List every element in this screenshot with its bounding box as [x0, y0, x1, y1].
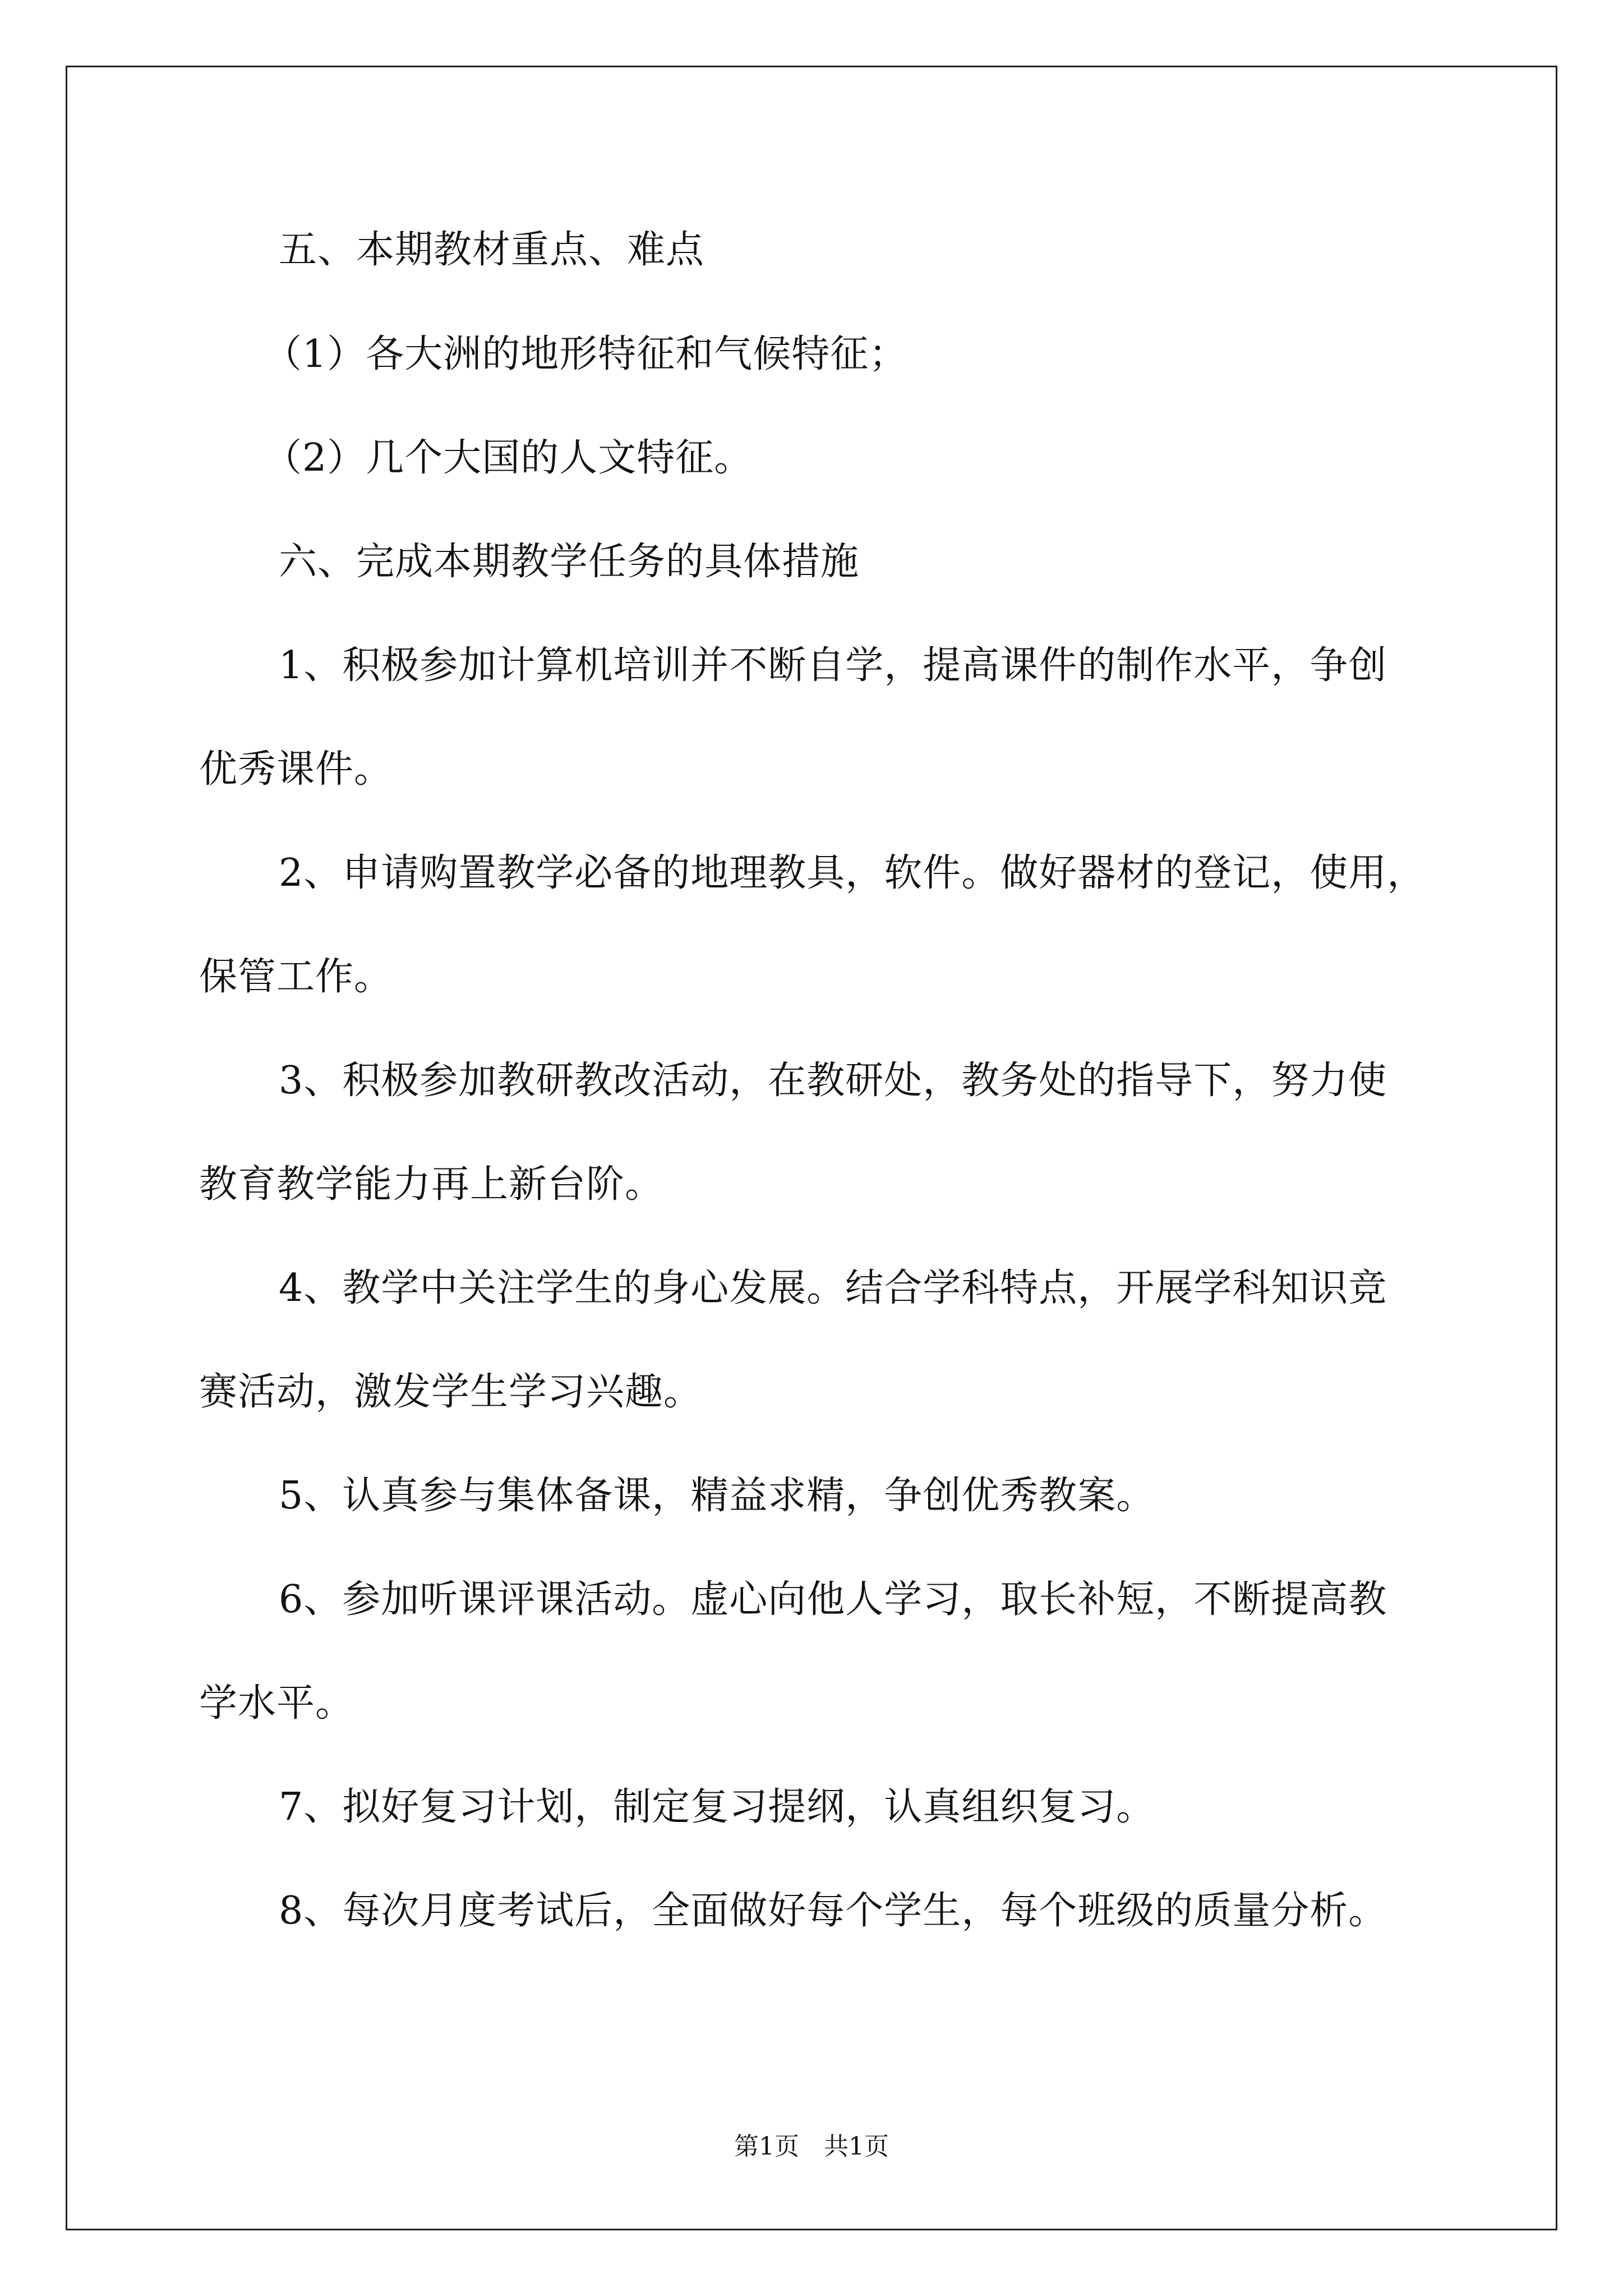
heading-measures: 六、完成本期教学任务的具体措施: [279, 540, 860, 584]
measure-3-line-2: 教育教学能力再上新台阶。: [199, 1162, 664, 1207]
list-item-2: （2）几个大国的人文特征。: [264, 436, 753, 480]
measure-1-line-2: 优秀课件。: [199, 747, 393, 792]
measure-3-line-1: 3、积极参加教研教改活动，在教研处，教务处的指导下，努力使: [279, 1059, 1387, 1103]
heading-key-points: 五、本期教材重点、难点: [279, 228, 705, 272]
measure-7: 7、拟好复习计划，制定复习提纲，认真组织复习。: [279, 1785, 1155, 1829]
measure-8: 8、每次月度考试后，全面做好每个学生，每个班级的质量分析。: [279, 1889, 1387, 1933]
measure-6-line-2: 学水平。: [199, 1681, 354, 1726]
measure-2-line-1: 2、申请购置教学必备的地理教具，软件。做好器材的登记，使用，: [279, 851, 1426, 895]
measure-1-line-1: 1、积极参加计算机培训并不断自学，提高课件的制作水平，争创: [279, 643, 1387, 688]
measure-6-line-1: 6、参加听课评课活动。虚心向他人学习，取长补短，不断提高教: [279, 1577, 1387, 1622]
measure-4-line-2: 赛活动，激发学生学习兴趣。: [199, 1370, 703, 1414]
measure-2-line-2: 保管工作。: [199, 955, 393, 999]
measure-4-line-1: 4、教学中关注学生的身心发展。结合学科特点，开展学科知识竞: [279, 1266, 1387, 1310]
measure-5: 5、认真参与集体备课，精益求精，争创优秀教案。: [279, 1474, 1155, 1518]
page-footer: 第1页 共1页: [734, 2132, 889, 2161]
list-item-1: （1）各大洲的地形特征和气候特征；: [264, 332, 908, 376]
